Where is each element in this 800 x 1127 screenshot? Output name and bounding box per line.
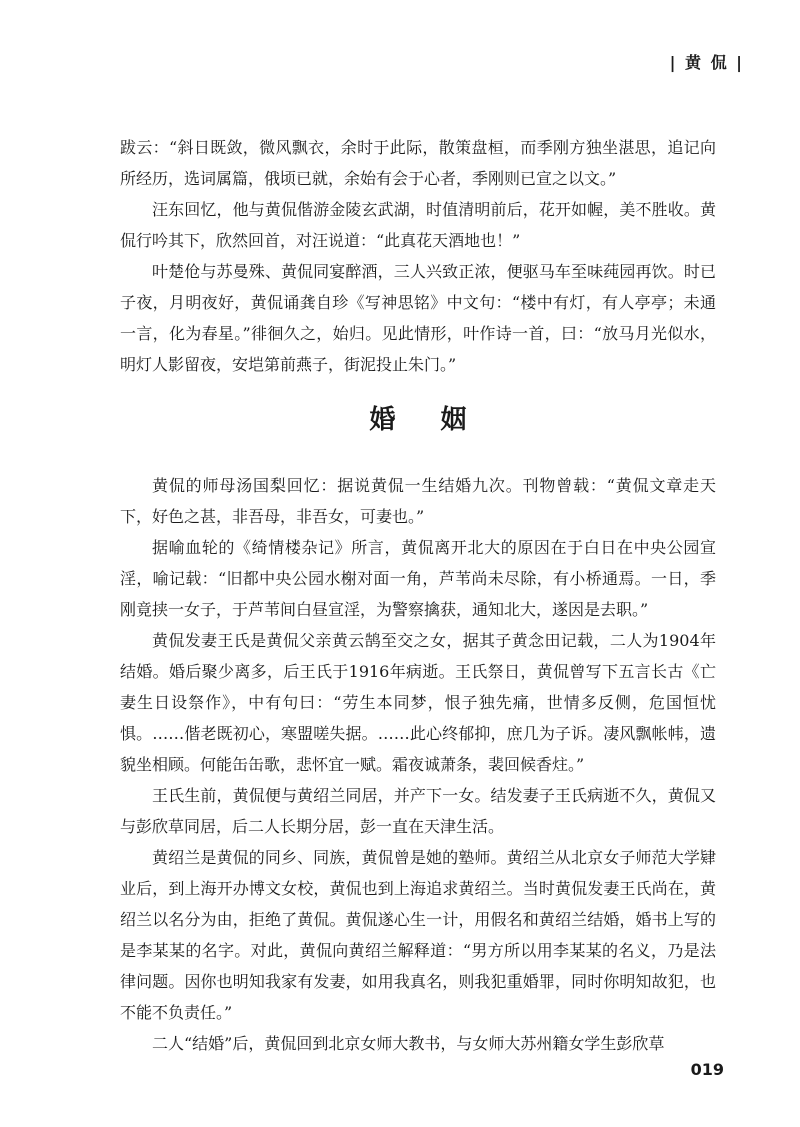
paragraph: 二人“结婚”后，黄侃回到北京女师大教书，与女师大苏州籍女学生彭欣草: [152, 1034, 665, 1053]
paragraph: 叶楚伧与苏曼殊、黄侃同宴醉酒，三人兴致正浓，便驱马车至味莼园再饮。时已子夜，月明夜好，黄侃诵龚自珍《写神思铭》中文句：“楼中有灯，有人亭亭；未通一言，化为春星。”徘徊久之，始归。见此情形，叶作诗一首，曰：“放马月光似水，明灯人影留夜，安垲第前燕子，街泥投止朱门。”: [120, 262, 716, 374]
paragraph: 据喻血轮的《绮情楼杂记》所言，黄侃离开北大的原因在于白日在中央公园宣淫，喻记载：“旧都中央公园水榭对面一角，芦苇尚未尽除，有小桥通焉。一日，季刚竟挟一女子，于芦苇间白昼宣淫，为警察擒获，通知北大，遂因是去职。”: [120, 538, 716, 619]
running-head: | 黄 侃 |: [669, 53, 744, 72]
page-body: [120, 132, 716, 1059]
paragraph: 黄侃发妻王氏是黄侃父亲黄云鹄至交之女，据其子黄念田记载，二人为1904年结婚。婚后聚少离多，后王氏于1916年病逝。王氏祭日，黄侃曾写下五言长古《亡妻生日设祭作》，中有句曰：“劳生本同梦，恨子独先痛，世情多反侧，危国恒忧惧。……偕老既初心，寒盟嗟失据。……此心终郁抑，庶几为子诉。凄风飘帐帏，遗貌坐相顾。何能缶缶歌，悲怀宜一赋。霜夜诚萧条，裴回候香炷。”: [120, 631, 716, 774]
paragraph: 黄绍兰是黄侃的同乡、同族，黄侃曾是她的塾师。黄绍兰从北京女子师范大学肄业后，到上海开办博文女校，黄侃也到上海追求黄绍兰。当时黄侃发妻王氏尚在，黄绍兰以名分为由，拒绝了黄侃。黄侃遂心生一计，用假名和黄绍兰结婚，婚书上写的是李某某的名字。对此，黄侃向黄绍兰解释道：“男方所以用李某某的名义，乃是法律问题。因你也明知我家有发妻，如用我真名，则我犯重婚罪，同时你明知故犯，也不能不负责任。”: [120, 848, 716, 1022]
section-heading: 婚 姻: [369, 405, 485, 435]
paragraph: 黄侃的师母汤国梨回忆：据说黄侃一生结婚九次。刊物曾载：“黄侃文章走天下，好色之甚，非吾母，非吾女，可妻也。”: [120, 476, 716, 526]
page-number: 019: [690, 1060, 724, 1079]
paragraph: 王氏生前，黄侃便与黄绍兰同居，并产下一女。结发妻子王氏病逝不久，黄侃又与彭欣草同居，后二人长期分居，彭一直在天津生活。: [120, 786, 716, 836]
paragraph: 汪东回忆，他与黄侃偕游金陵玄武湖，时值清明前后，花开如幄，美不胜收。黄侃行吟其下，欣然回首，对汪说道：“此真花天酒地也！”: [120, 200, 716, 250]
paragraph: 跋云：“斜日既敛，微风飘衣，余时于此际，散策盘桓，而季刚方独坐湛思，追记向所经历，选词属篇，俄顷已就，余始有会于心者，季刚则已宣之以文。”: [120, 138, 716, 188]
